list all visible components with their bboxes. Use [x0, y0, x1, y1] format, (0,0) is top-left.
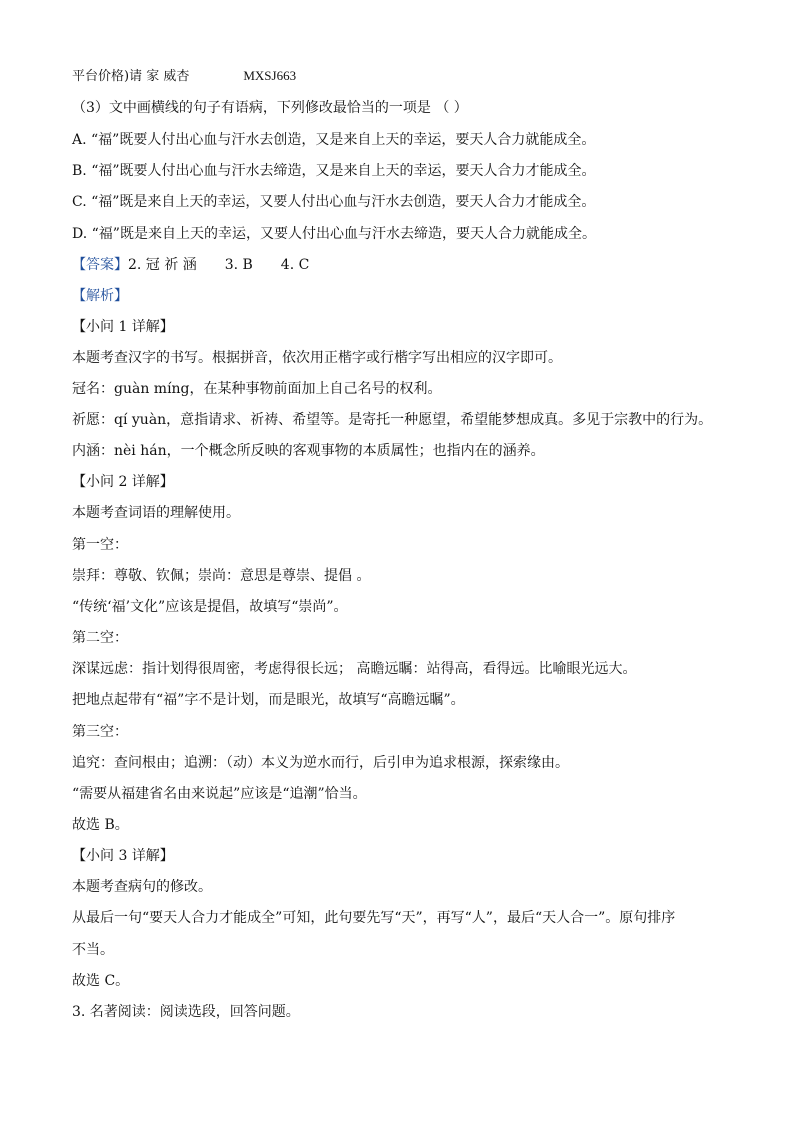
analysis-line: 故选 B。	[72, 817, 129, 833]
analysis-line: 冠名：guàn míng，在某种事物前面加上自己名号的权利。	[72, 381, 442, 397]
analysis-line: 【小问 1 详解】	[72, 319, 174, 335]
analysis-line: “传统‘福’文化”应该是提倡，故填写“崇尚”。	[72, 599, 348, 615]
analysis-line: 【小问 3 详解】	[72, 848, 174, 864]
analysis-line: 内涵：nèi hán，一个概念所反映的客观事物的本质属性；也指内在的涵养。	[72, 443, 545, 459]
analysis-line: 本题考查病句的修改。	[72, 879, 212, 895]
analysis-line: 本题考查词语的理解使用。	[72, 505, 240, 521]
analysis-line: 不当。	[72, 942, 114, 958]
option-c: C. “福”既是来自上天的幸运，又要人付出心血与汗水去创造，要天人合力才能成全。	[72, 194, 596, 210]
analysis-line: 第一空：	[72, 537, 128, 553]
option-b: B. “福”既要人付出心血与汗水去缔造，又是来自上天的幸运，要天人合力才能成全。	[72, 163, 596, 179]
analysis-line: 把地点起带有“福”字不是计划，而是眼光，故填写“高瞻远瞩”。	[72, 692, 465, 708]
option-d: D. “福”既是来自上天的幸运，又要人付出心血与汗水去缔造，要天人合力就能成全。	[72, 226, 596, 242]
question-stem: （3）文中画横线的句子有语病，下列修改最恰当的一项是 （ ）	[72, 100, 468, 116]
analysis-line: 祈愿：qí yuàn，意指请求、祈祷、希望等。是寄托一种愿望，希望能梦想成真。多见于宗教中的行为。	[72, 412, 713, 428]
analysis-line: 本题考查汉字的书写。根据拼音，依次用正楷字或行楷字写出相应的汉字即可。	[72, 350, 562, 366]
header-text: 平台价格)请 家 威杏	[72, 69, 190, 84]
analysis-line: 故选 C。	[72, 973, 130, 989]
analysis-line: 第三空：	[72, 724, 128, 740]
analysis-line: 崇拜：尊敬、钦佩；崇尚：意思是尊崇、提倡 。	[72, 568, 371, 584]
analysis-label: 【解析】	[72, 288, 128, 304]
analysis-line: 第二空：	[72, 630, 128, 646]
analysis-line: 从最后一句“要天人合力才能成全”可知，此句要先写“天”，再写“人”，最后“天人合一”。原句排序	[72, 910, 676, 926]
answer-label: 【答案】	[72, 257, 128, 273]
page-header	[72, 66, 296, 87]
answer-text: 2. 冠 祈 涵 3. B 4. C	[128, 257, 310, 273]
option-a: A. “福”既要人付出心血与汗水去创造，又是来自上天的幸运，要天人合力就能成全。	[72, 132, 596, 148]
analysis-line: 深谋远虑：指计划得很周密，考虑得很长远； 高瞻远瞩：站得高，看得远。比喻眼光远大。	[72, 661, 637, 677]
header-code: MXSJ663	[243, 68, 297, 83]
analysis-line: 【小问 2 详解】	[72, 474, 174, 490]
analysis-line: “需要从福建省名由来说起”应该是“追潮”恰当。	[72, 786, 367, 802]
analysis-line: 追究：查问根由；追溯：（动）本义为逆水而行，后引申为追求根源，探索缘由。	[72, 755, 569, 771]
answer-line	[72, 255, 309, 275]
analysis-line: 3. 名著阅读：阅读选段，回答问题。	[72, 1004, 300, 1020]
